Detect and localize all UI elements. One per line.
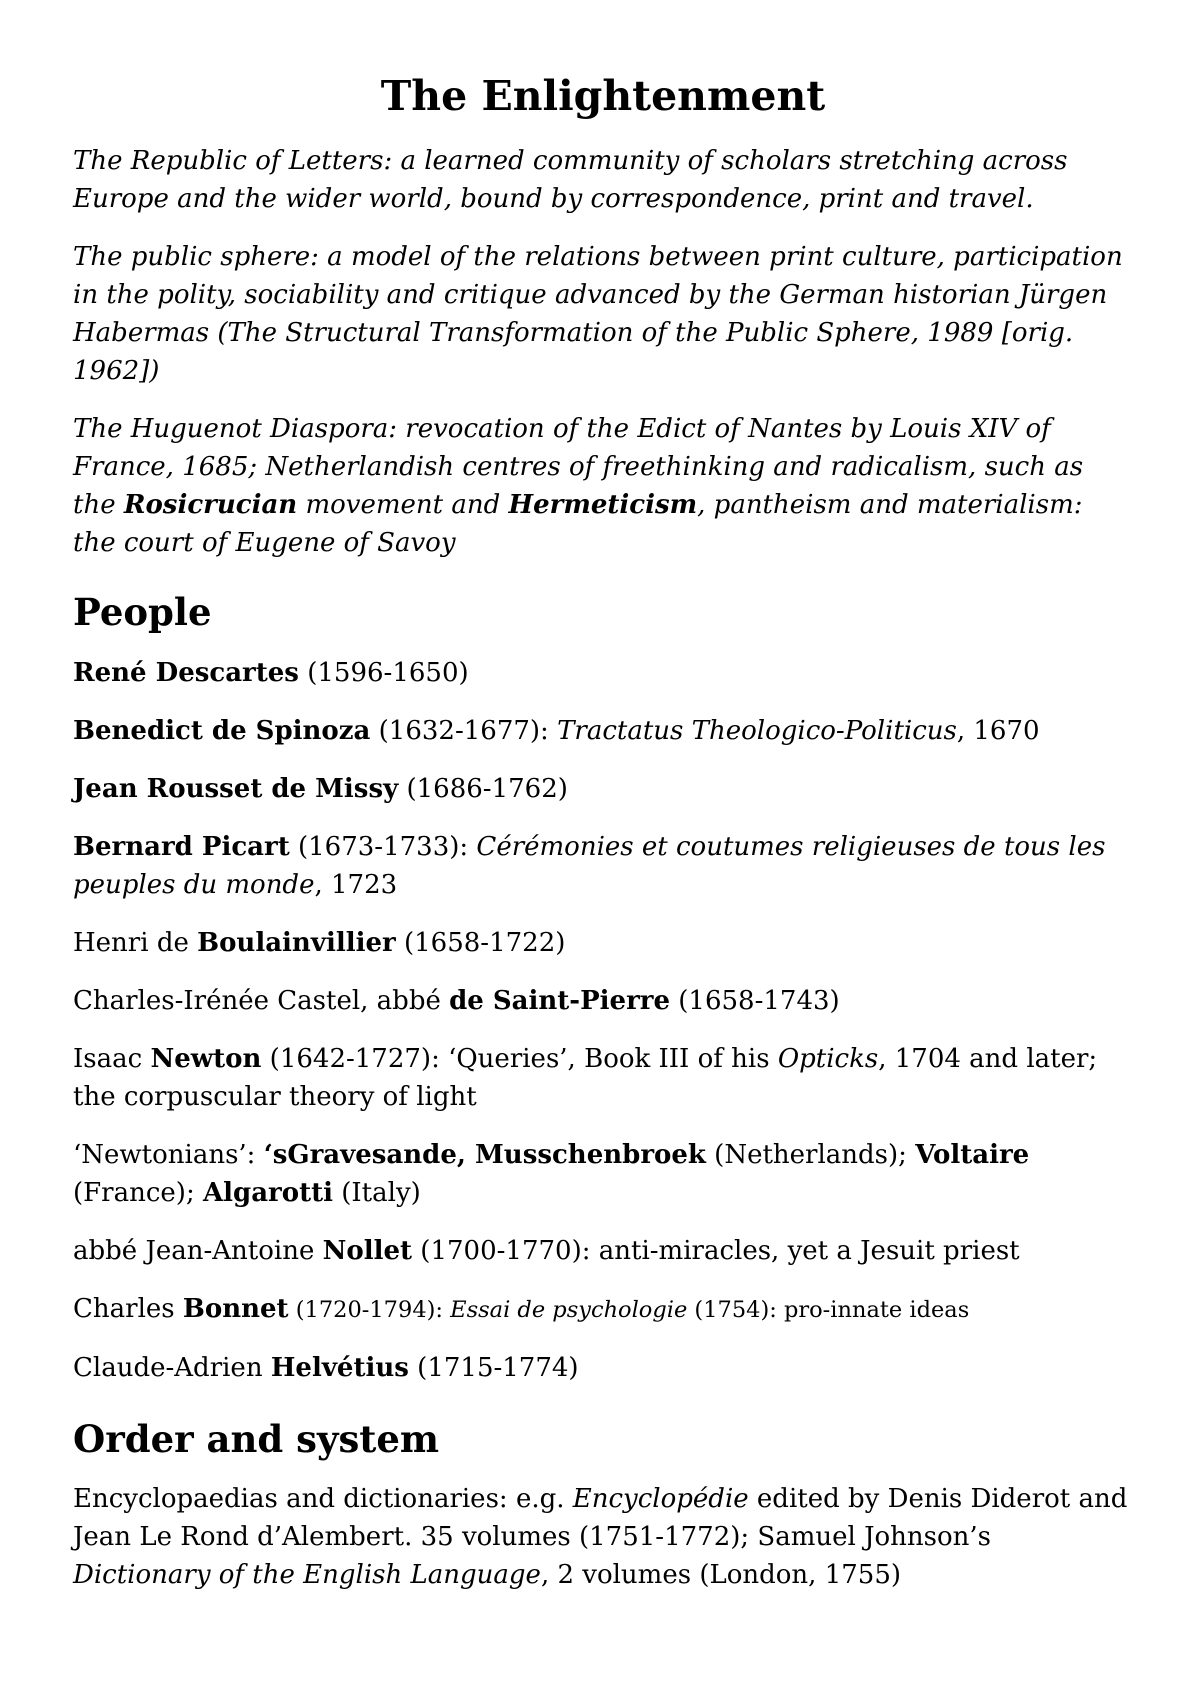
rosicrucian-term: Rosicrucian <box>123 490 298 520</box>
person-nollet: abbé Jean-Antoine Nollet (1700-1770): anti-miracles, yet a Jesuit priest <box>73 1236 1020 1266</box>
page-title: The Enlightenment <box>380 72 826 120</box>
person-picart: Bernard Picart (1673-1733): Cérémonies et coutumes religieuses de tous les peuples du monde, 1723 <box>73 832 1106 900</box>
document-page <box>73 0 1133 1594</box>
person-bonnet: Charles Bonnet (1720-1794): Essai de psychologie (1754): pro-innate ideas <box>73 1294 970 1324</box>
newtonians-entry: ‘Newtonians’: ‘sGravesande, Musschenbroek (Netherlands); Voltaire (France); Algarotti (Italy) <box>73 1140 1030 1208</box>
person-rousset-de-missy: Jean Rousset de Missy (1686-1762) <box>73 774 568 804</box>
huguenot-diaspora-paragraph: The Huguenot Diaspora: revocation of the Edict of Nantes by Louis XIV of France, 1685; Netherlandish centres of freethinking and radicalism, such as the Rosicrucian movement and Hermeticism, pantheism and materialism: the court of Eugene of Savoy <box>73 414 1084 558</box>
hermeticism-term: Hermeticism <box>508 490 698 520</box>
people-list <box>73 654 1133 1387</box>
intro-section <box>73 142 1133 562</box>
person-spinoza: Benedict de Spinoza (1632-1677): Tractatus Theologico-Politicus, 1670 <box>73 716 1040 746</box>
order-and-system-heading: Order and system <box>73 1417 440 1461</box>
person-descartes: René Descartes (1596-1650) <box>73 658 469 688</box>
people-heading: People <box>73 590 212 634</box>
person-helvetius: Claude-Adrien Helvétius (1715-1774) <box>73 1353 579 1383</box>
person-boulainvillier: Henri de Boulainvillier (1658-1722) <box>73 928 566 958</box>
person-newton: Isaac Newton (1642-1727): ‘Queries’, Book III of his Opticks, 1704 and later; the corpuscular theory of light <box>73 1044 1098 1112</box>
person-saint-pierre: Charles-Irénée Castel, abbé de Saint-Pierre (1658-1743) <box>73 986 840 1016</box>
encyclopaedias-paragraph: Encyclopaedias and dictionaries: e.g. Encyclopédie edited by Denis Diderot and Jean Le Rond d’Alembert. 35 volumes (1751-1772); Samuel Johnson’s Dictionary of the English Language, 2 volumes (London, 1755) <box>73 1484 1128 1590</box>
republic-of-letters-paragraph: The Republic of Letters: a learned community of scholars stretching across Europe and the wider world, bound by correspondence, print and travel. <box>73 146 1068 214</box>
public-sphere-paragraph: The public sphere: a model of the relations between print culture, participation in the polity, sociability and critique advanced by the German historian Jürgen Habermas (The Structural Transformation of the Public Sphere, 1989 [orig. 1962]) <box>73 242 1123 386</box>
